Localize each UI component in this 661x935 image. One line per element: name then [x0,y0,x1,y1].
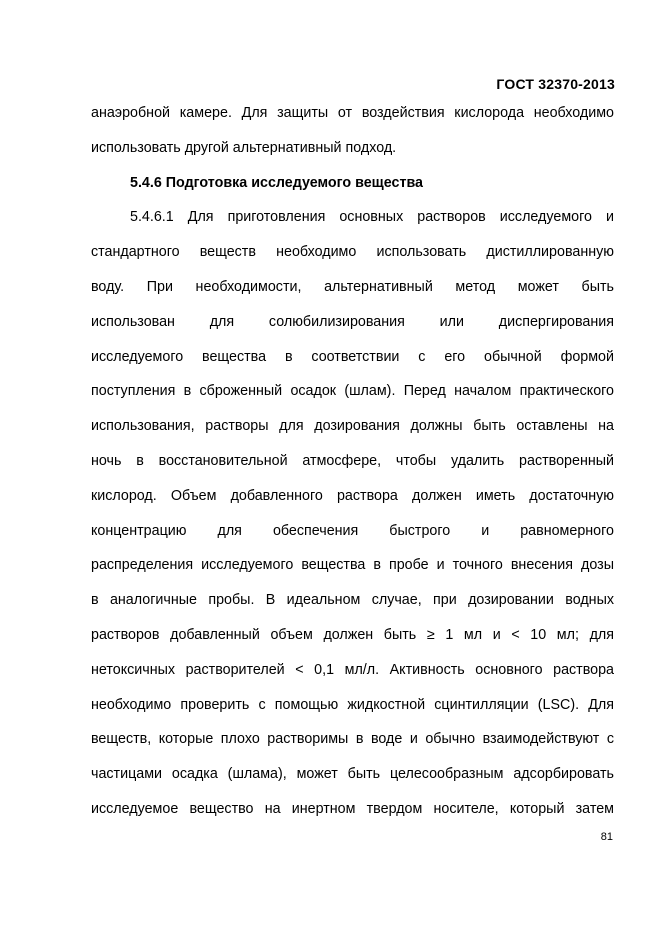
text-line: исследуемого вещества в соответствии с его обычной формой [91,348,614,365]
text-line: концентрацию для обеспечения быстрого и равномерного [91,522,614,539]
text-line: частицами осадка (шлама), может быть целесообразным адсорбировать [91,766,614,783]
text-line: веществ, которые плохо растворимы в воде и обычно взаимодействуют с [91,731,614,748]
text-line: воду. При необходимости, альтернативный метод может быть [91,278,614,295]
text-line: в аналогичные пробы. В идеальном случае, при дозировании водных [91,592,614,609]
document-header: ГОСТ 32370-2013 [496,76,615,92]
text-line: кислород. Объем добавленного раствора должен иметь достаточную [91,487,614,504]
text-line: использовать другой альтернативный подход. [91,139,397,156]
text-line: ночь в восстановительной атмосфере, чтобы удалить растворенный [91,452,614,469]
text-line: использования, растворы для дозирования должны быть оставлены на [91,418,614,435]
section-heading: 5.4.6 Подготовка исследуемого вещества [130,174,424,191]
text-line: исследуемое вещество на инертном твердом носителе, который затем [91,800,614,817]
text-line: нетоксичных растворителей < 0,1 мл/л. Активность основного раствора [91,661,614,678]
text-line: стандартного веществ необходимо использовать дистиллированную [91,244,614,261]
text-line: использован для солюбилизирования или диспергирования [91,313,614,330]
text-line: необходимо проверить с помощью жидкостной сцинтилляции (LSC). Для [91,696,614,713]
text-line: растворов добавленный объем должен быть ≥ 1 мл и < 10 мл; для [91,626,614,643]
text-line: 5.4.6.1 Для приготовления основных растворов исследуемого и [130,209,614,226]
text-line: анаэробной камере. Для защиты от воздействия кислорода необходимо [91,105,614,121]
page-number: 81 [600,831,613,843]
text-line: распределения исследуемого вещества в пробе и точного внесения дозы [91,557,614,574]
body-text [91,96,614,827]
text-line: поступления в сброженный осадок (шлам). Перед началом практического [91,383,614,400]
